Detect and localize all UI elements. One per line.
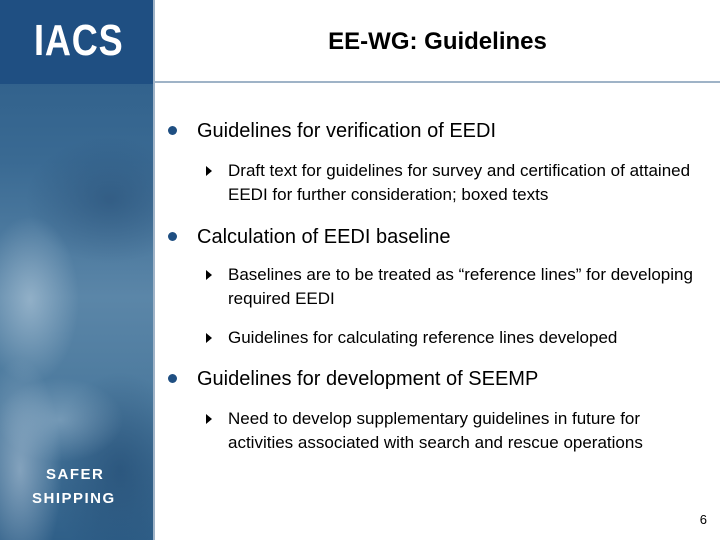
bullet-icon: [168, 126, 177, 135]
bullet-text: Guidelines for verification of EEDI: [197, 120, 497, 142]
arrow-bullet-icon: [206, 166, 212, 176]
iacs-logo: IACS: [34, 16, 124, 65]
page-number: 6: [699, 512, 707, 527]
bullet-icon: [168, 374, 177, 383]
arrow-bullet-icon: [206, 270, 212, 280]
bullet-text: Guidelines for development of SEEMP: [197, 368, 539, 390]
arrow-bullet-icon: [206, 333, 212, 343]
tagline-line-1: SAFER: [46, 466, 105, 483]
logo-band: [0, 0, 153, 84]
sub-bullet-text: Baselines are to be treated as “reference lines” for developing required EEDI: [228, 265, 693, 308]
arrow-bullet-icon: [206, 414, 212, 424]
title-divider: [155, 81, 720, 83]
sub-bullet-text: Guidelines for calculating reference lines developed: [228, 328, 618, 347]
sidebar-ocean-image: [0, 0, 153, 540]
sub-bullet-text: Need to develop supplementary guidelines in future for activities associated with search and rescue operations: [228, 409, 643, 452]
bullet-text: Calculation of EEDI baseline: [197, 226, 451, 248]
tagline-line-2: SHIPPING: [32, 490, 116, 507]
sub-bullet-text: Draft text for guidelines for survey and certification of attained EEDI for further consideration; boxed texts: [228, 161, 691, 204]
bullet-icon: [168, 232, 177, 241]
slide-title: EE-WG: Guidelines: [328, 28, 547, 55]
